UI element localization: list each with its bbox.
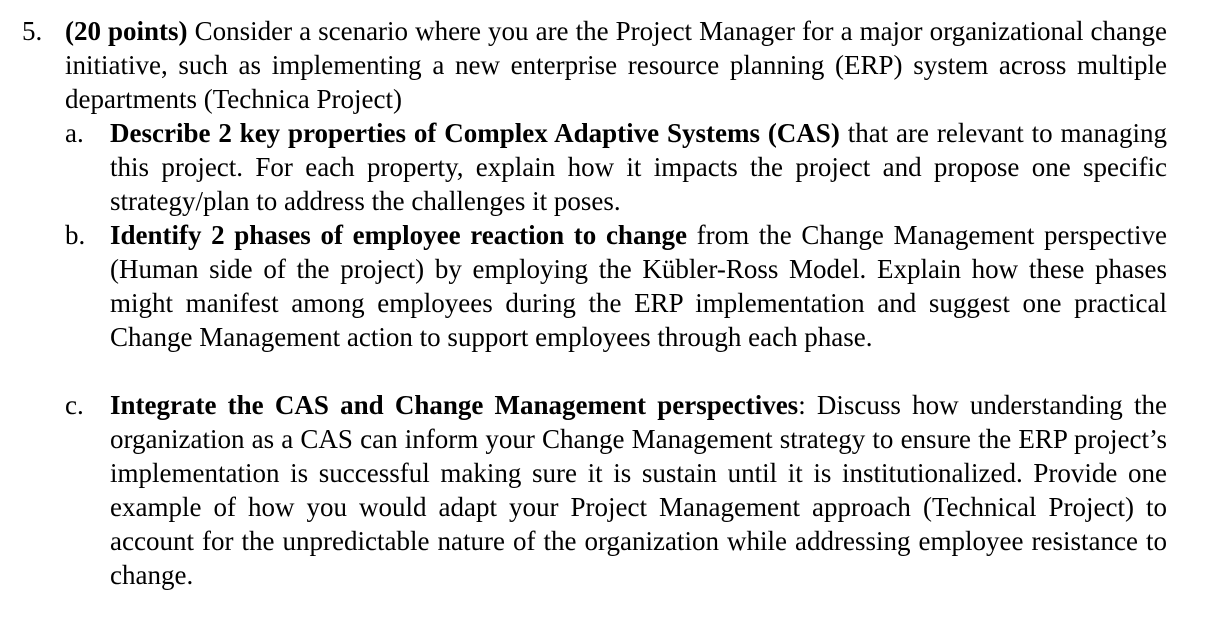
part-b-bold: Identify 2 phases of employee reaction to change [110, 220, 687, 250]
part-b-text: from the Change Management perspective (Human side of the project) by employing the Kübler-Ross Model. Explain how these phases might manifest among employees during the ERP implementation and suggest one practical Change Management action to support employees through each phase. [110, 220, 1167, 352]
question-text: Consider a scenario where you are the Project Manager for a major organizational change initiative, such as implementing a new enterprise resource planning (ERP) system across multiple departments (Technica Project) [65, 16, 1167, 114]
question-prompt [65, 14, 1167, 116]
part-c-letter: c. [65, 390, 84, 420]
part-a-letter: a. [65, 118, 84, 148]
part-c-body [110, 388, 1167, 592]
question-points: (20 points) [65, 16, 188, 46]
part-b-body [110, 218, 1167, 354]
part-b-letter: b. [65, 220, 86, 250]
part-c-bold: Integrate the CAS and Change Management perspectives [110, 390, 799, 420]
part-a-bold: Describe 2 key properties of Complex Adaptive Systems (CAS) [110, 118, 840, 148]
question-number: 5. [22, 16, 43, 46]
part-a-text: that are relevant to managing this project. For each property, explain how it impacts the project and propose one specific strategy/plan to address the challenges it poses. [110, 118, 1167, 216]
part-a-body [110, 116, 1167, 218]
part-c-text: : Discuss how understanding the organization as a CAS can inform your Change Management strategy to ensure the ERP project’s implementation is successful making sure it is sustain until it is institutionalized. Provide one example of how you would adapt your Project Management approach (Technical Project) to account for the unpredictable nature of the organization while addressing employee resistance to change. [110, 390, 1168, 590]
